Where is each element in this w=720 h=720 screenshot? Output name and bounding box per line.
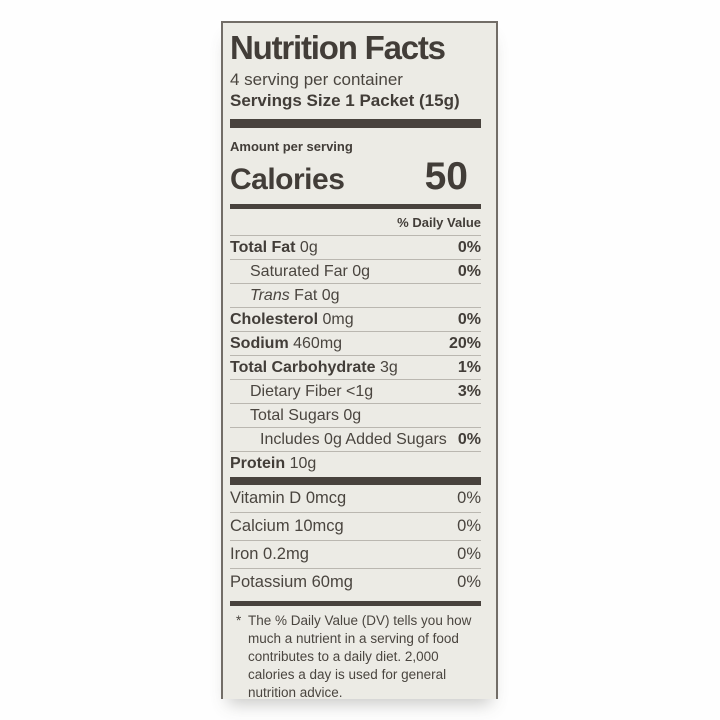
nutrient-name: Total Fat 0g (230, 238, 318, 256)
nutrient-name: Protein 10g (230, 454, 317, 472)
nutrient-row (230, 403, 481, 427)
nutrition-facts-label (221, 21, 498, 699)
nutrient-row (230, 259, 481, 283)
nutrient-dv: 0% (457, 489, 481, 508)
nutrient-name: Cholesterol 0mg (230, 310, 354, 328)
nutrient-dv: 0% (457, 310, 481, 328)
nutrient-row (230, 379, 481, 403)
footnote-line: The % Daily Value (DV) tells you how (248, 612, 472, 628)
nutrient-dv: 0% (457, 545, 481, 564)
footnote-line: nutrition advice. (248, 684, 343, 700)
amount-per-serving-label: Amount per serving (230, 138, 353, 154)
nutrient-name: Total Sugars 0g (250, 406, 362, 424)
servings-per-container: 4 serving per container (230, 69, 403, 89)
nutrient-row (230, 540, 481, 568)
nutrient-dv: 1% (457, 358, 481, 376)
nutrient-row (230, 283, 481, 307)
divider-thick-top (230, 119, 481, 128)
daily-value-header: % Daily Value (397, 214, 481, 230)
nutrient-dv: 3% (457, 382, 481, 400)
footnote-line: much a nutrient in a serving of food (248, 630, 459, 646)
nutrient-name: Calcium 10mcg (230, 517, 344, 536)
nutrient-row (230, 485, 481, 512)
nutrient-name: Iron 0.2mg (230, 545, 309, 564)
nutrient-row (230, 355, 481, 379)
footnote-line: contributes to a daily diet. 2,000 (248, 648, 439, 664)
footnote-line: calories a day is used for general (248, 666, 447, 682)
nutrient-row (230, 451, 481, 475)
footnote-marker: * (236, 612, 242, 628)
calories-value: 50 (424, 154, 468, 198)
mineral-list (230, 485, 481, 596)
nutrient-row (230, 235, 481, 259)
nutrient-name: Dietary Fiber <1g (250, 382, 374, 400)
divider-medium-minerals (230, 601, 481, 606)
nutrient-list (230, 235, 481, 475)
label-title: Nutrition Facts (230, 29, 445, 66)
nutrient-dv: 0% (457, 517, 481, 536)
calories-row (230, 155, 481, 199)
nutrient-row (230, 568, 481, 596)
nutrient-name: Includes 0g Added Sugars (260, 430, 447, 448)
footnote (230, 612, 481, 702)
nutrient-name: Sodium 460mg (230, 334, 343, 352)
serving-size: Servings Size 1 Packet (15g) (230, 90, 460, 110)
nutrient-row (230, 512, 481, 540)
calories-label: Calories (230, 162, 345, 196)
nutrient-dv: 0% (457, 262, 481, 280)
nutrient-name: Saturated Far 0g (250, 262, 371, 280)
nutrient-name: Potassium 60mg (230, 573, 353, 592)
nutrient-row (230, 307, 481, 331)
nutrient-name: Total Carbohydrate 3g (230, 358, 398, 376)
footnote-text (248, 612, 481, 702)
nutrient-name: Trans Fat 0g (250, 286, 340, 304)
nutrient-dv: 0% (457, 573, 481, 592)
divider-thick-bottom (230, 477, 481, 485)
nutrient-row (230, 331, 481, 355)
nutrient-row (230, 427, 481, 451)
nutrient-name: Vitamin D 0mcg (230, 489, 347, 508)
nutrient-dv: 20% (448, 334, 481, 352)
nutrient-dv: 0% (457, 430, 481, 448)
nutrient-dv: 0% (457, 238, 481, 256)
